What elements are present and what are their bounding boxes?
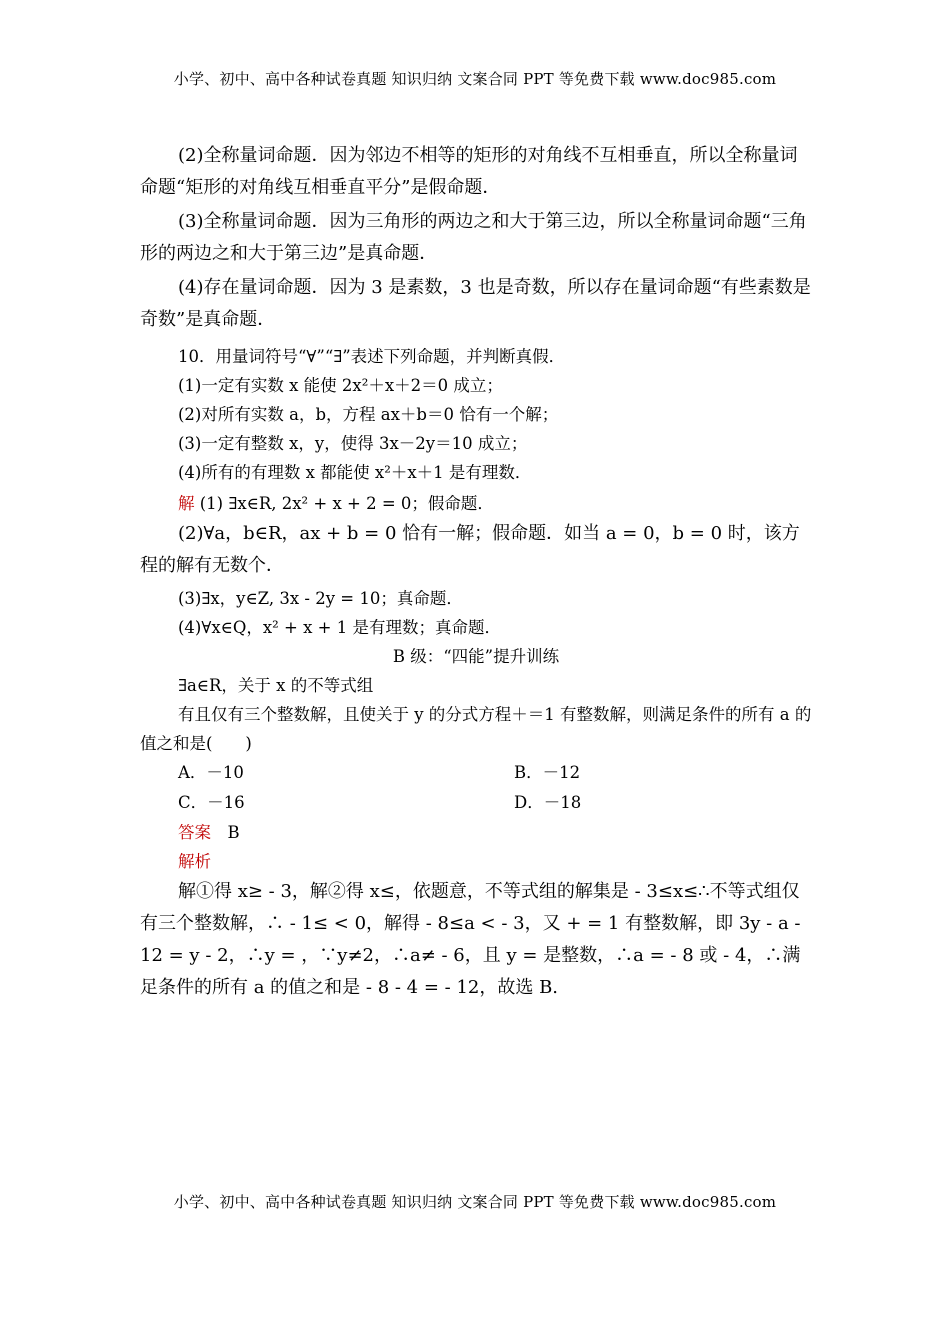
option-d: D．－18 bbox=[514, 793, 582, 812]
question-11-line-1: ∃a∈R，关于 x 的不等式组 bbox=[178, 676, 374, 695]
question-10-item-3: (3)一定有整数 x，y，使得 3x－2y＝10 成立； bbox=[178, 434, 528, 453]
solution-1-text: (1) ∃x∈R, 2x² + x + 2 = 0；假命题． bbox=[194, 494, 494, 513]
page-header: 小学、初中、高中各种试卷真题 知识归纳 文案合同 PPT 等免费下载 www.doc985.com bbox=[173, 70, 777, 88]
solution-1 bbox=[140, 489, 812, 518]
options-row-1 bbox=[140, 758, 812, 788]
section-b-title: B 级：“四能”提升训练 bbox=[392, 647, 560, 666]
option-c: C．－16 bbox=[178, 793, 245, 812]
question-11-line-2: 有且仅有三个整数解，且使关于 y 的分式方程＋＝1 有整数解，则满足条件的所有 a 的值之和是( ) bbox=[140, 705, 812, 753]
paragraph-3: (3)全称量词命题．因为三角形的两边之和大于第三边，所以全称量词命题“三角形的两边之和大于第三边”是真命题． bbox=[140, 211, 807, 264]
paragraph-4: (4)存在量词命题．因为 3 是素数，3 也是奇数，所以存在量词命题“有些素数是奇数”是真命题． bbox=[140, 277, 811, 330]
solution-3: (3)∃x，y∈Z, 3x - 2y = 10；真命题． bbox=[178, 589, 463, 608]
solution-4: (4)∀x∈Q，x² + x + 1 是有理数；真命题． bbox=[178, 618, 501, 637]
question-10-item-4: (4)所有的有理数 x 都能使 x²＋x＋1 是有理数． bbox=[178, 463, 532, 482]
solution-label: 解 bbox=[178, 494, 195, 513]
option-a: A．－10 bbox=[178, 763, 244, 782]
solution-2: (2)∀a，b∈R，ax + b = 0 恰有一解；假命题．如当 a = 0，b = 0 时，该方程的解有无数个． bbox=[140, 523, 800, 576]
options-row-2 bbox=[140, 788, 812, 818]
question-10-item-2: (2)对所有实数 a，b，方程 ax＋b＝0 恰有一个解； bbox=[178, 405, 559, 424]
page-footer: 小学、初中、高中各种试卷真题 知识归纳 文案合同 PPT 等免费下载 www.doc985.com bbox=[173, 1193, 777, 1211]
answer-line bbox=[140, 818, 812, 847]
question-10-item-1: (1)一定有实数 x 能使 2x²＋x＋2＝0 成立； bbox=[178, 376, 503, 395]
question-10-title: 10．用量词符号“∀”“∃”表述下列命题，并判断真假． bbox=[178, 347, 566, 366]
answer-value: B bbox=[211, 823, 240, 842]
paragraph-2: (2)全称量词命题．因为邻边不相等的矩形的对角线不互相垂直，所以全称量词命题“矩形的对角线互相垂直平分”是假命题． bbox=[140, 145, 798, 198]
option-b: B．－12 bbox=[514, 763, 581, 782]
answer-label: 答案 bbox=[178, 823, 211, 842]
page-body bbox=[140, 140, 812, 1006]
analysis-label: 解析 bbox=[178, 852, 211, 871]
analysis-text: 解①得 x≥ - 3，解②得 x≤，依题意，不等式组的解集是 - 3≤x≤∴不等式组仅有三个整数解，∴ - 1≤ < 0，解得 - 8≤a < - 3，又 + = 1 有整数解，即 3y - a - 12 = y - 2，∴y = ，∵y≠2，∴a≠ - 6，且 y = 是整数，∴a = - 8 或 - 4，∴满足条件的所有 a 的值之和是 - 8 - 4 = - 12，故选 B. bbox=[140, 881, 801, 998]
